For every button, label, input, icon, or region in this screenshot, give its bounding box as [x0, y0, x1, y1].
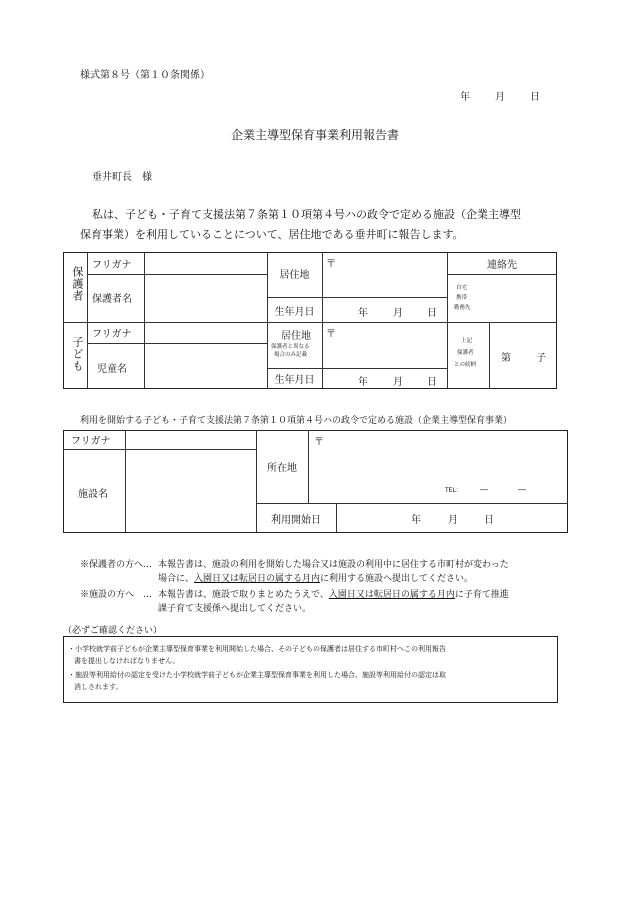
intro-line-1: 私は、子ども・子育て支援法第７条第１０項第４号ハの政令で定める施設（企業主導型: [92, 208, 521, 221]
child-birth-label: 生年月日: [274, 375, 315, 386]
guardian-birth-day: 日: [427, 308, 437, 319]
child-furigana-label: フリガナ: [92, 329, 132, 340]
guardian-birth-year: 年: [358, 308, 368, 319]
date-month-label: 月: [495, 92, 505, 103]
relation-label-3: との続柄: [454, 362, 477, 368]
document-title: 企業主導型保育事業利用報告書: [230, 128, 399, 142]
note-facility-line-2: 課子育て支援係へ提出してください。: [158, 604, 312, 614]
note-guardian-line-2a: 場合に、: [158, 574, 195, 584]
contact-work-label: 勤務先: [454, 305, 471, 311]
confirm-heading: （必ずご確認ください）: [63, 626, 163, 636]
child-order-suffix: 子: [536, 353, 546, 364]
facility-furigana-label: フリガナ: [71, 436, 111, 447]
start-date-month: 月: [448, 515, 458, 526]
child-postal-mark: 〒: [326, 329, 336, 340]
guardian-furigana-label: フリガナ: [92, 259, 132, 271]
child-residence-note-1: 保護者と異なる: [271, 344, 310, 350]
date-day-label: 日: [530, 92, 540, 103]
note-facility-prefix: ※施設の方へ …: [80, 590, 153, 600]
guardian-residence-label: 居住地: [279, 269, 310, 281]
note-facility-line-1b: に子育て推進: [454, 590, 509, 600]
child-group-label: 子ども: [71, 336, 84, 372]
facility-tel-label: TEL：: [445, 487, 462, 494]
contact-mobile-label: 携帯: [456, 295, 468, 301]
guardian-name-label: 保護者名: [92, 293, 132, 305]
note-guardian-prefix: ※保護者の方へ…: [80, 560, 153, 570]
confirm-item-2-line-1: ・施設等利用給付の認定を受けた小学校就学前子どもが企業主導型保育事業を利用した場合、施設等利用給付の認定は取: [68, 671, 446, 679]
child-order-prefix: 第: [501, 353, 511, 364]
child-name-label: 児童名: [97, 363, 127, 375]
confirm-item-1-line-2: 書を提出しなければなりません。: [74, 657, 180, 665]
guardian-birth-label: 生年月日: [274, 306, 315, 318]
note-facility-line-1: [158, 587, 509, 600]
facility-location-label: 所在地: [267, 462, 297, 474]
addressee: 垂井町長 様: [92, 172, 152, 183]
guardian-birth-month: 月: [393, 308, 403, 319]
confirm-item-1-line-1: ・小学校就学前子どもが企業主導型保育事業を利用開始した場合、その子どもの保護者は居住する市町村へこの利用報告: [68, 645, 446, 653]
facility-postal-mark: 〒: [314, 437, 324, 448]
facility-tel-dash-1: ―: [480, 485, 488, 494]
child-birth-year: 年: [358, 377, 368, 388]
confirm-item-2-line-2: 消しされます。: [74, 683, 123, 691]
facility-tel-dash-2: ―: [518, 485, 526, 494]
guardian-group-label: 保護者: [71, 266, 84, 302]
form-number: 様式第８号（第１０条関係）: [80, 70, 210, 81]
start-date-year: 年: [411, 515, 421, 526]
child-residence-note-2: 場合のみ記載: [274, 352, 308, 358]
note-guardian-line-1: 本報告書は、施設の利用を開始した場合又は施設の利用中に居住する市町村が変わった: [158, 560, 509, 570]
child-residence-label: 居住地: [281, 331, 311, 342]
guardian-postal-mark: 〒: [326, 259, 336, 270]
child-birth-day: 日: [427, 377, 437, 388]
relation-label-2: 保護者: [457, 350, 474, 356]
child-birth-month: 月: [393, 377, 403, 388]
contact-home-label: 自宅: [456, 285, 468, 291]
note-facility-line-1a: 本報告書は、施設で取りまとめたうえで、: [158, 590, 329, 600]
date-year-label: 年: [460, 92, 470, 103]
contact-label: 連絡先: [487, 259, 517, 271]
note-guardian-underline: 入園日又は転居日の属する月内: [194, 574, 321, 584]
relation-label-1: 上記: [461, 338, 473, 344]
start-date-label: 利用開始日: [271, 514, 321, 526]
note-guardian-line-2b: に利用する施設へ提出してください。: [320, 574, 474, 584]
note-facility-underline: 入園日又は転居日の属する月内: [328, 590, 455, 600]
facility-table-caption: 利用を開始する子ども・子育て支援法第７条第１０項第４号ハの政令で定める施設（企業主導型保育事業）: [80, 416, 513, 426]
start-date-day: 日: [484, 515, 494, 526]
note-guardian-line-2: [158, 571, 473, 584]
intro-line-2: 保育事業）を利用していることについて、居住地である垂井町に報告します。: [80, 228, 464, 241]
facility-name-label: 施設名: [78, 488, 108, 500]
